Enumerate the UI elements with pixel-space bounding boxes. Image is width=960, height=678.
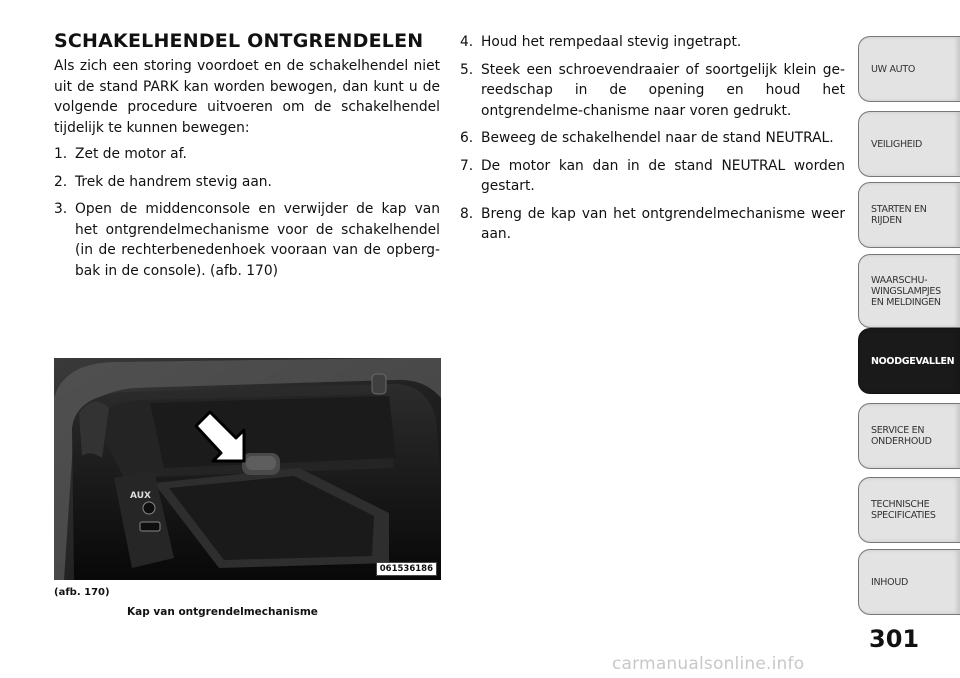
step-text: Open de middenconsole en verwijder de kap van het ontgrendelmechanisme voor de schakelhendel (in de rechterbenedenhoek vooraan van de opberg-bak in de console). (afb. 170)	[75, 201, 440, 279]
tab-label: UW AUTO	[871, 63, 915, 75]
console-photo	[54, 358, 441, 580]
step-number: 5.	[460, 61, 474, 78]
step-number: 4.	[460, 34, 474, 50]
step-number: 1.	[54, 146, 68, 162]
figure-code: 061536186	[376, 562, 437, 576]
figure-caption: Kap van ontgrendelmechanisme	[127, 606, 318, 618]
step-text: Breng de kap van het ontgrendelmechanisme weer aan.	[481, 205, 845, 242]
step-item	[460, 60, 845, 122]
page-title: SCHAKELHENDEL ONTGRENDELEN	[54, 30, 424, 52]
step-item	[460, 128, 845, 149]
tab-label: VEILIGHEID	[871, 138, 923, 150]
tab-waarschuwingslampjes[interactable]	[858, 254, 960, 328]
console-illustration	[54, 358, 441, 580]
tab-starten-en-rijden[interactable]	[858, 182, 960, 248]
step-item	[460, 204, 845, 245]
tab-label: STARTEN EN RIJDEN	[871, 204, 927, 226]
tab-technische-specificaties[interactable]	[858, 477, 960, 543]
tab-label: TECHNISCHE SPECIFICATIES	[871, 499, 936, 521]
step-text: Steek een schroevendraaier of soortgelijk klein ge-reedschap in de opening en houd het ontgrendelme-chanisme naar voren gedrukt.	[481, 61, 845, 119]
tab-label: NOODGEVALLEN	[871, 355, 955, 367]
step-text: Houd het rempedaal stevig ingetrapt.	[481, 34, 742, 50]
step-number: 6.	[460, 130, 474, 146]
right-column	[460, 32, 845, 252]
step-text: Zet de motor af.	[75, 146, 187, 162]
step-text: De motor kan dan in de stand NEUTRAL worden gestart.	[481, 157, 845, 194]
tab-noodgevallen[interactable]	[858, 328, 960, 394]
page-number: 301	[869, 625, 920, 653]
tab-label: WAARSCHU- WINGSLAMPJES EN MELDINGEN	[871, 274, 941, 308]
tab-label: INHOUD	[871, 576, 908, 588]
tab-label: SERVICE EN ONDERHOUD	[871, 425, 932, 447]
step-text: Beweeg de schakelhendel naar de stand NEUTRAL.	[481, 130, 834, 146]
tab-veiligheid[interactable]	[858, 111, 960, 177]
step-item	[460, 32, 845, 53]
aux-label: AUX	[130, 491, 151, 501]
tab-inhoud[interactable]	[858, 549, 960, 615]
step-item	[460, 156, 845, 197]
step-number: 8.	[460, 205, 474, 222]
left-column	[54, 56, 440, 288]
watermark: carmanualsonline.info	[612, 654, 805, 674]
step-number: 2.	[54, 173, 68, 190]
step-item	[54, 199, 440, 281]
tab-uw-auto[interactable]	[858, 36, 960, 102]
step-number: 7.	[460, 157, 474, 174]
tab-service-en-onderhoud[interactable]	[858, 403, 960, 469]
step-item	[54, 172, 440, 193]
intro-paragraph: Als zich een storing voordoet en de schakelhendel niet uit de stand PARK kan worden bewogen, dan kunt u de volgende procedure uitvoeren om de schakelhendel tijdelijk te kunnen bewegen:	[54, 58, 440, 136]
step-number: 3.	[54, 201, 68, 217]
figure-label: (afb. 170)	[54, 587, 110, 598]
chapter-tabs	[858, 0, 960, 678]
step-item	[54, 144, 440, 165]
step-text: Trek de handrem stevig aan.	[75, 173, 272, 190]
